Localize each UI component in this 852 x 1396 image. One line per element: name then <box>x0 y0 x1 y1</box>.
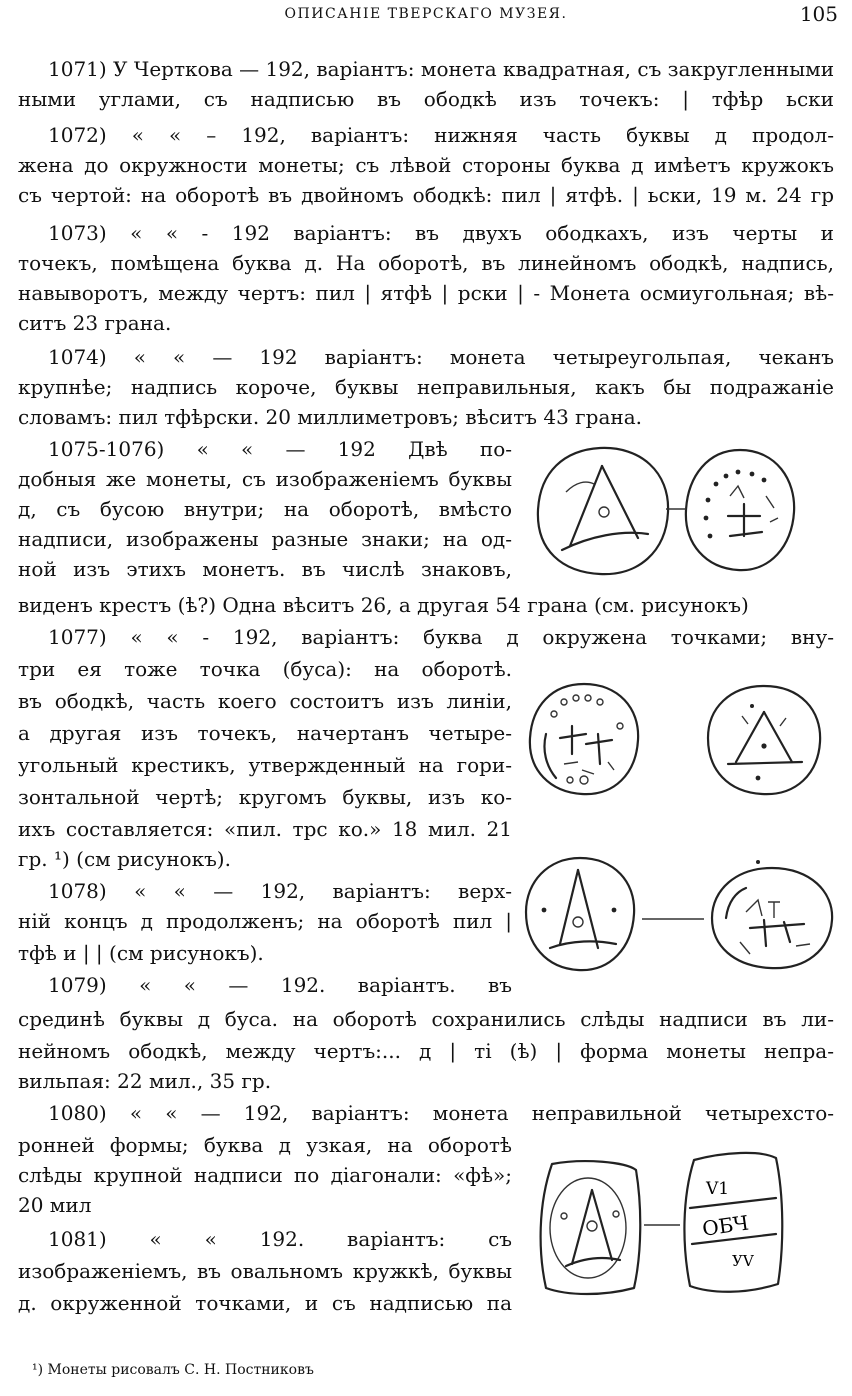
text-line: 1073) « « - 192 варіантъ: въ двухъ ободкахъ, изъ черты и <box>48 221 834 245</box>
text-line: жена до окружности монеты; съ лѣвой стороны буква д имѣетъ кружокъ <box>18 153 834 177</box>
text-line: срединѣ буквы д буса. на оборотѣ сохранились слѣды надписи въ ли- <box>18 1007 834 1031</box>
text-line: въ ободкѣ, часть коего состоитъ изъ линіи, <box>18 689 512 713</box>
coin-1078-reverse-illustration <box>706 862 838 974</box>
page-number: 105 <box>799 2 838 26</box>
running-header: ОПИСАНІЕ ТВЕРСКАГО МУЗЕЯ. <box>284 6 568 22</box>
text-line: слѣды крупной надписи по діагонали: «фѣ»; <box>18 1163 512 1187</box>
coin-1075-obverse-illustration <box>530 442 675 582</box>
text-line: вильпая: 22 мил., 35 гр. <box>18 1069 272 1093</box>
footnote: ¹) Монеты рисовалъ С. Н. Постниковъ <box>32 1362 314 1378</box>
coin-label: УV <box>732 1252 754 1270</box>
coin-link-dash <box>640 914 706 924</box>
coin-1080-obverse-illustration <box>534 1156 644 1300</box>
text-line: зонтальной чертѣ; кругомъ буквы, изъ ко- <box>18 785 512 809</box>
text-line: виденъ крестъ (ѣ?) Одна вѣситъ 26, а другая 54 грана (см. рисунокъ) <box>18 593 749 617</box>
text-line: ными углами, съ надписью въ ободкѣ изъ точекъ: | тфѣр ьски <box>18 87 834 111</box>
text-line: 1074) « « — 192 варіантъ: монета четыреугольпая, чеканъ <box>48 345 834 369</box>
text-line: точекъ, помѣщена буква д. На оборотѣ, въ линейномъ ободкѣ, надпись, <box>18 251 834 275</box>
text-line: навыворотъ, между чертъ: пил | ятфѣ | рски | - Монета осмиугольная; вѣ- <box>18 281 834 305</box>
coin-1078-obverse-illustration <box>520 852 640 976</box>
text-line: гр. ¹) (см рисунокъ). <box>18 847 231 871</box>
coin-1077-obverse-illustration <box>524 680 644 800</box>
text-line: добныя же монеты, съ изображеніемъ буквы <box>18 467 512 491</box>
text-line: 1079) « « — 192. варіантъ. въ <box>48 973 512 997</box>
text-line: ній концъ д продолженъ; на оборотѣ пил | <box>18 909 512 933</box>
text-line: 1078) « « — 192, варіантъ: верх- <box>48 879 512 903</box>
coin-link-dash <box>642 1220 682 1230</box>
text-line: 1081) « « 192. варіантъ: съ <box>48 1227 512 1251</box>
text-line: д. окруженной точками, и съ надписью па <box>18 1291 512 1315</box>
text-line: ихъ составляется: «пил. трс ко.» 18 мил. 21 <box>18 817 512 841</box>
coin-link-dash <box>664 504 688 514</box>
text-line: надписи, изображены разные знаки; на од- <box>18 527 512 551</box>
text-line: нейномъ ободкѣ, между чертъ:... д | ті (ѣ) | форма монеты непра- <box>18 1039 834 1063</box>
text-line: д, съ бусою внутри; на оборотѣ, вмѣсто <box>18 497 512 521</box>
text-line: три ея тоже точка (буса): на оборотѣ. <box>18 657 512 681</box>
text-line: съ чертой: на оборотѣ въ двойномъ ободкѣ: пил | ятфѣ. | ьски, 19 м. 24 гр <box>18 183 834 207</box>
text-line: 1080) « « — 192, варіантъ: монета неправильной четырехсто- <box>48 1101 834 1125</box>
text-line: крупнѣе; надпись короче, буквы неправильныя, какъ бы подражаніе <box>18 375 834 399</box>
text-line: 20 мил <box>18 1193 92 1217</box>
text-line: тфѣ и | | (см рисунокъ). <box>18 941 264 965</box>
coin-label: ОБЧ <box>700 1210 751 1241</box>
text-line: угольный крестикъ, утвержденный на гори- <box>18 753 512 777</box>
coin-1080-reverse-illustration <box>680 1148 786 1298</box>
coin-1076-reverse-illustration <box>680 446 800 576</box>
text-line: изображеніемъ, въ овальномъ кружкѣ, буквы <box>18 1259 512 1283</box>
text-line: ной изъ этихъ монетъ. въ числѣ знаковъ, <box>18 557 512 581</box>
text-line: 1077) « « - 192, варіантъ: буква д окружена точками; вну- <box>48 625 834 649</box>
coin-label: V1 <box>706 1179 730 1199</box>
text-line: 1072) « « – 192, варіантъ: нижняя часть буквы д продол- <box>48 123 834 147</box>
text-line: 1075-1076) « « — 192 Двѣ по- <box>48 437 512 461</box>
text-line: ронней формы; буква д узкая, на оборотѣ <box>18 1133 512 1157</box>
coin-1077-reverse-illustration <box>702 682 826 800</box>
text-line: ситъ 23 грана. <box>18 311 172 335</box>
text-line: а другая изъ точекъ, начертанъ четыре- <box>18 721 512 745</box>
text-line: словамъ: пил тфѣрски. 20 миллиметровъ; вѣситъ 43 грана. <box>18 405 642 429</box>
text-line: 1071) У Черткова — 192, варіантъ: монета квадратная, съ закругленными <box>48 57 835 81</box>
